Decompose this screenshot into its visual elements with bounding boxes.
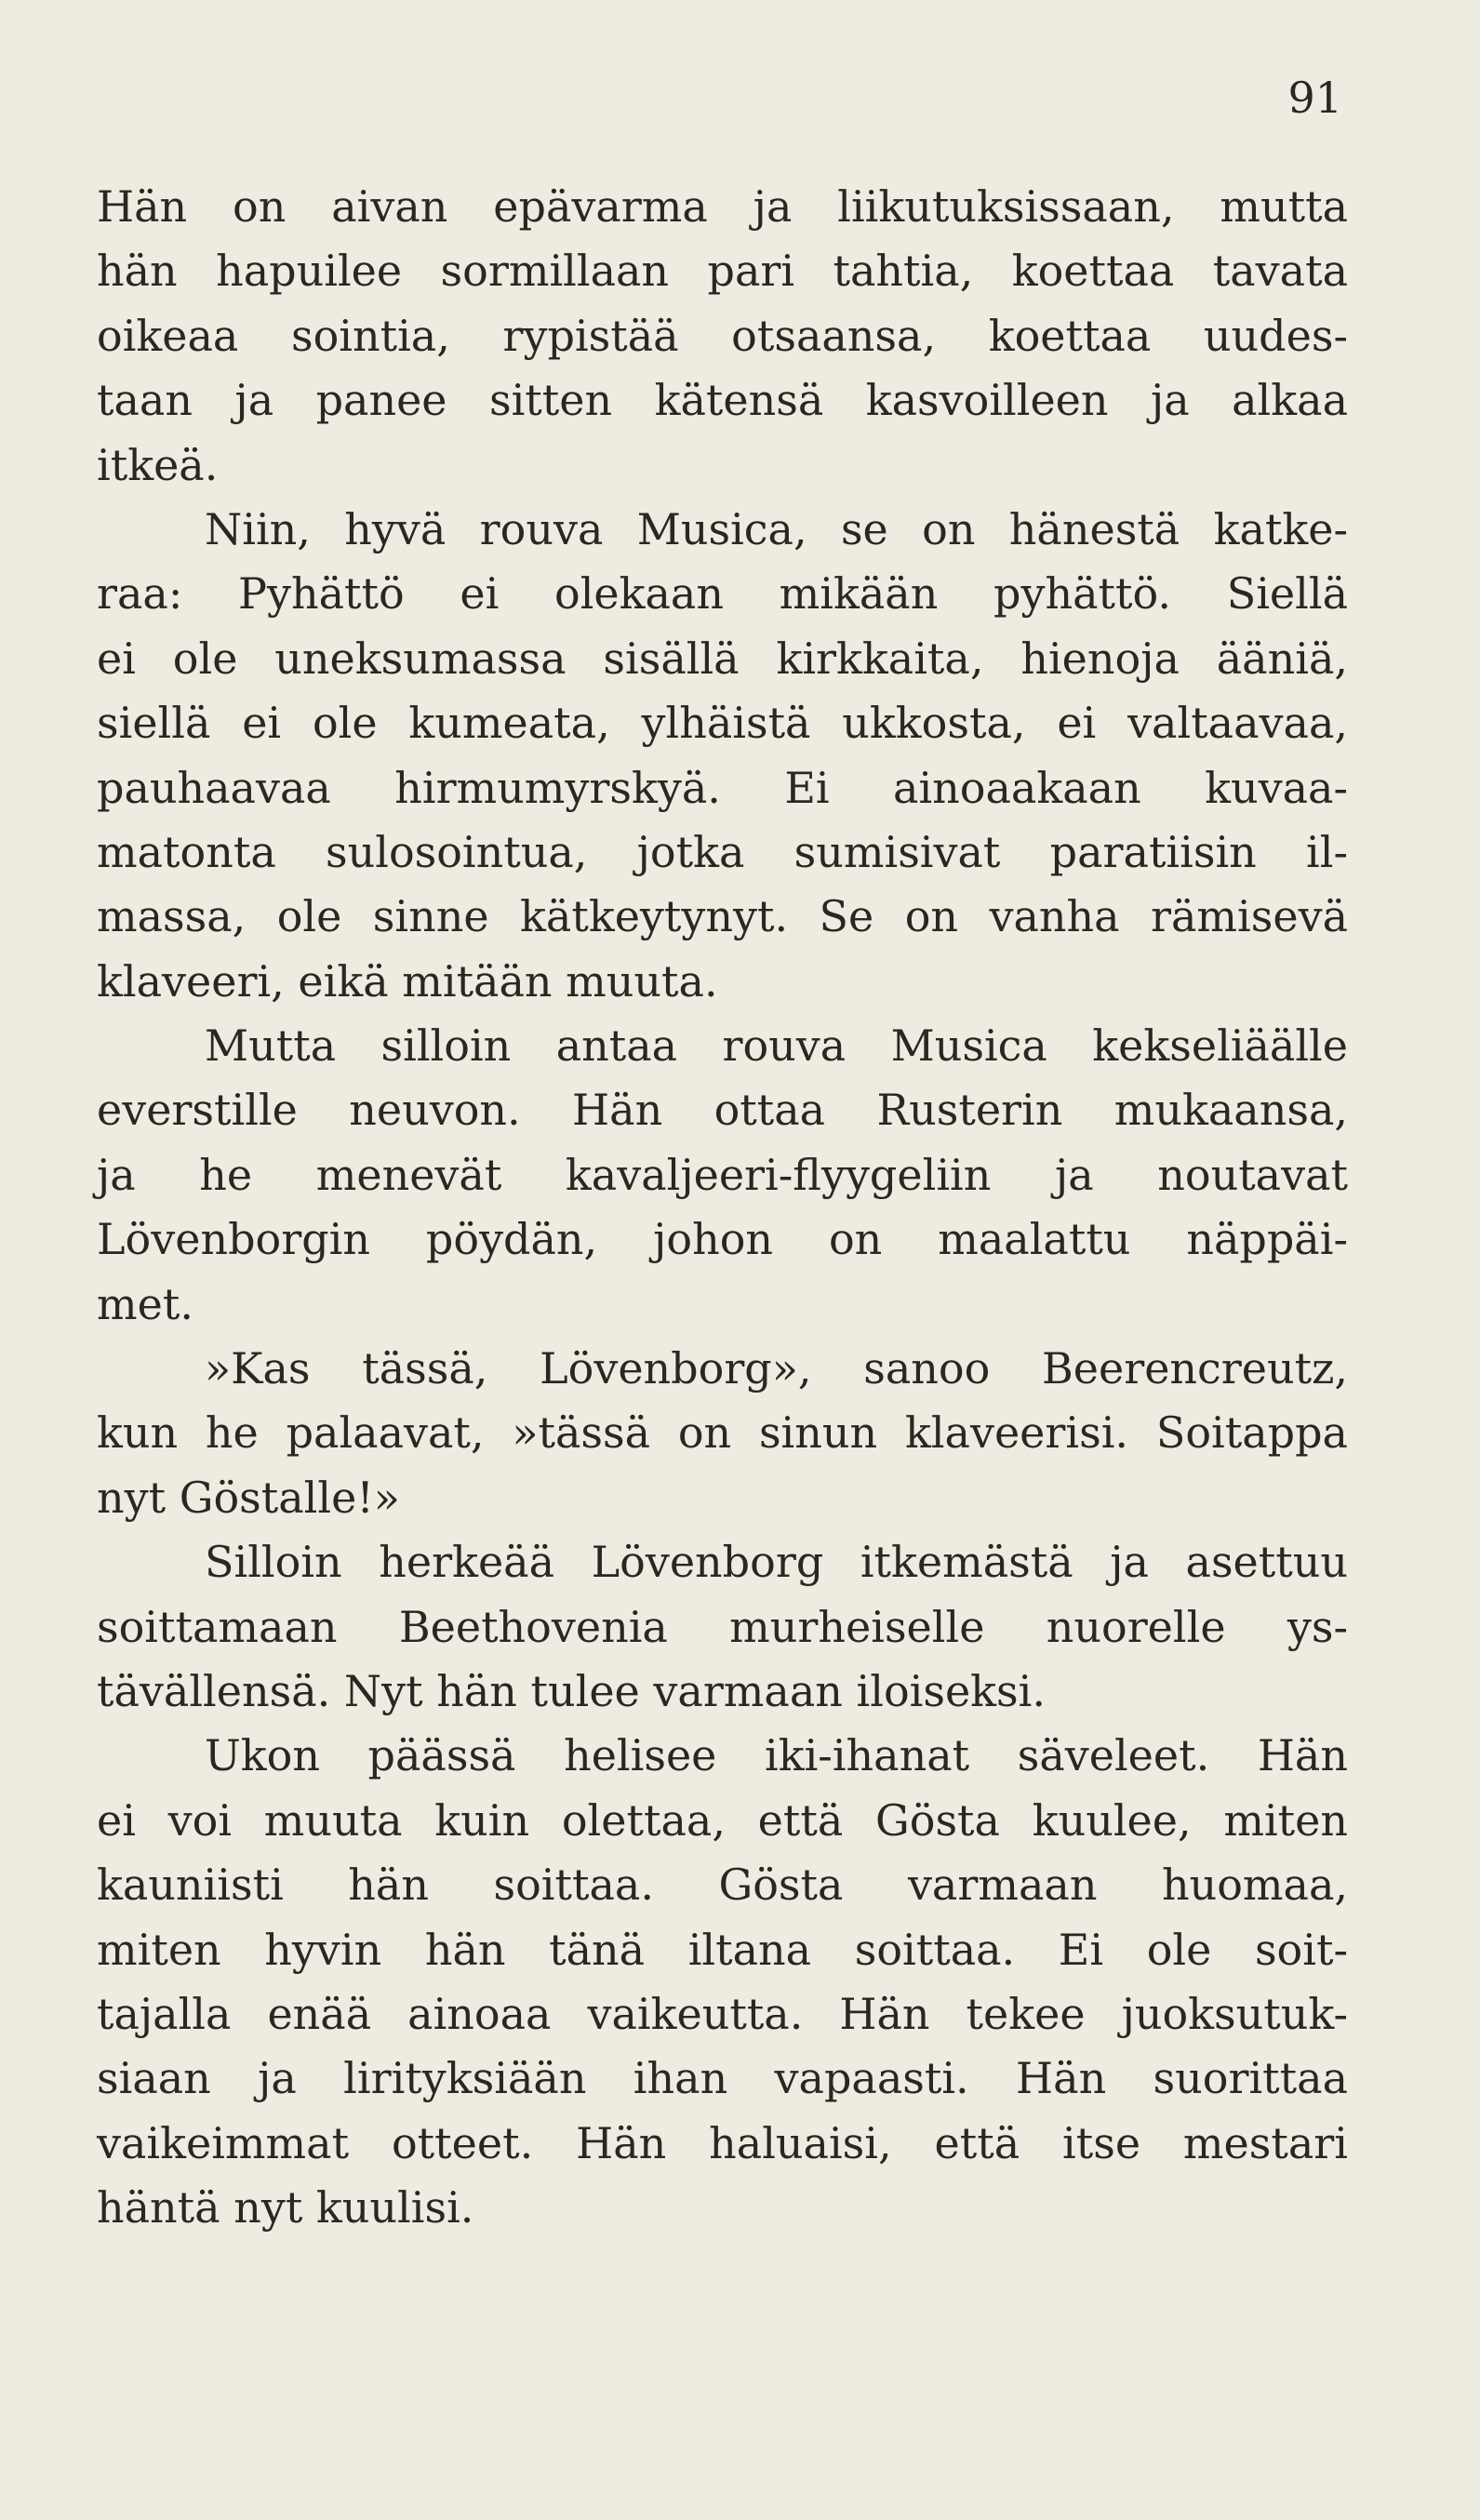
text-line: siaan ja lirityksiään ihan vapaasti. Hän suorittaa <box>97 2053 1348 2104</box>
text-line: siellä ei ole kumeata, ylhäistä ukkosta, ei valtaavaa, <box>97 698 1348 749</box>
text-line: everstille neuvon. Hän ottaa Rusterin mukaansa, <box>97 1085 1348 1136</box>
text-line: Mutta silloin antaa rouva Musica kekseliäälle <box>205 1020 1348 1072</box>
text-line: oikeaa sointia, rypistää otsaansa, koettaa uudes- <box>97 310 1348 361</box>
text-line: hän hapuilee sormillaan pari tahtia, koettaa tavata <box>97 246 1348 297</box>
text-line: kauniisti hän soittaa. Gösta varmaan huomaa, <box>97 1860 1348 1911</box>
page-number: 91 <box>1287 73 1342 123</box>
text-line: Lövenborgin pöydän, johon on maalattu näppäi- <box>97 1214 1348 1265</box>
text-line: tävällensä. Nyt hän tulee varmaan iloiseksi. <box>97 1665 1046 1716</box>
text-line: Ukon päässä helisee iki-ihanat säveleet. Hän <box>205 1730 1348 1781</box>
text-line: ja he menevät kavaljeeri-flyygeliin ja noutavat <box>97 1149 1348 1200</box>
body-text <box>97 175 1348 2241</box>
text-line: ei voi muuta kuin olettaa, että Gösta kuulee, miten <box>97 1794 1348 1846</box>
text-line: met. <box>97 1278 193 1329</box>
text-line: Niin, hyvä rouva Musica, se on hänestä katke- <box>205 503 1348 554</box>
text-line: nyt Göstalle!» <box>97 1472 400 1523</box>
text-line: massa, ole sinne kätkeytynyt. Se on vanha rämisevä <box>97 891 1348 942</box>
text-line: tajalla enää ainoaa vaikeutta. Hän tekee juoksutuk- <box>97 1988 1348 2039</box>
text-line: »Kas tässä, Lövenborg», sanoo Beerencreutz, <box>205 1343 1348 1394</box>
text-line: miten hyvin hän tänä iltana soittaa. Ei ole soit- <box>97 1924 1348 1975</box>
text-line: klaveeri, eikä mitään muuta. <box>97 955 718 1007</box>
text-line: itkeä. <box>97 439 219 490</box>
text-line: häntä nyt kuulisi. <box>97 2182 474 2233</box>
text-line: pauhaavaa hirmumyrskyä. Ei ainoaakaan kuvaa- <box>97 762 1348 813</box>
text-line: matonta sulosointua, jotka sumisivat paratiisin il- <box>97 826 1348 877</box>
text-line: Hän on aivan epävarma ja liikutuksissaan, mutta <box>97 181 1348 232</box>
text-line: ei ole uneksumassa sisällä kirkkaita, hienoja ääniä, <box>97 633 1348 684</box>
text-line: kun he palaavat, »tässä on sinun klaveerisi. Soitappa <box>97 1407 1348 1459</box>
text-line: vaikeimmat otteet. Hän haluaisi, että itse mestari <box>97 2117 1348 2168</box>
text-line: taan ja panee sitten kätensä kasvoilleen ja alkaa <box>97 375 1348 426</box>
text-line: raa: Pyhättö ei olekaan mikään pyhättö. Siellä <box>97 568 1348 620</box>
text-line: Silloin herkeää Lövenborg itkemästä ja asettuu <box>205 1537 1348 1588</box>
text-line: soittamaan Beethovenia murheiselle nuorelle ys- <box>97 1601 1348 1652</box>
